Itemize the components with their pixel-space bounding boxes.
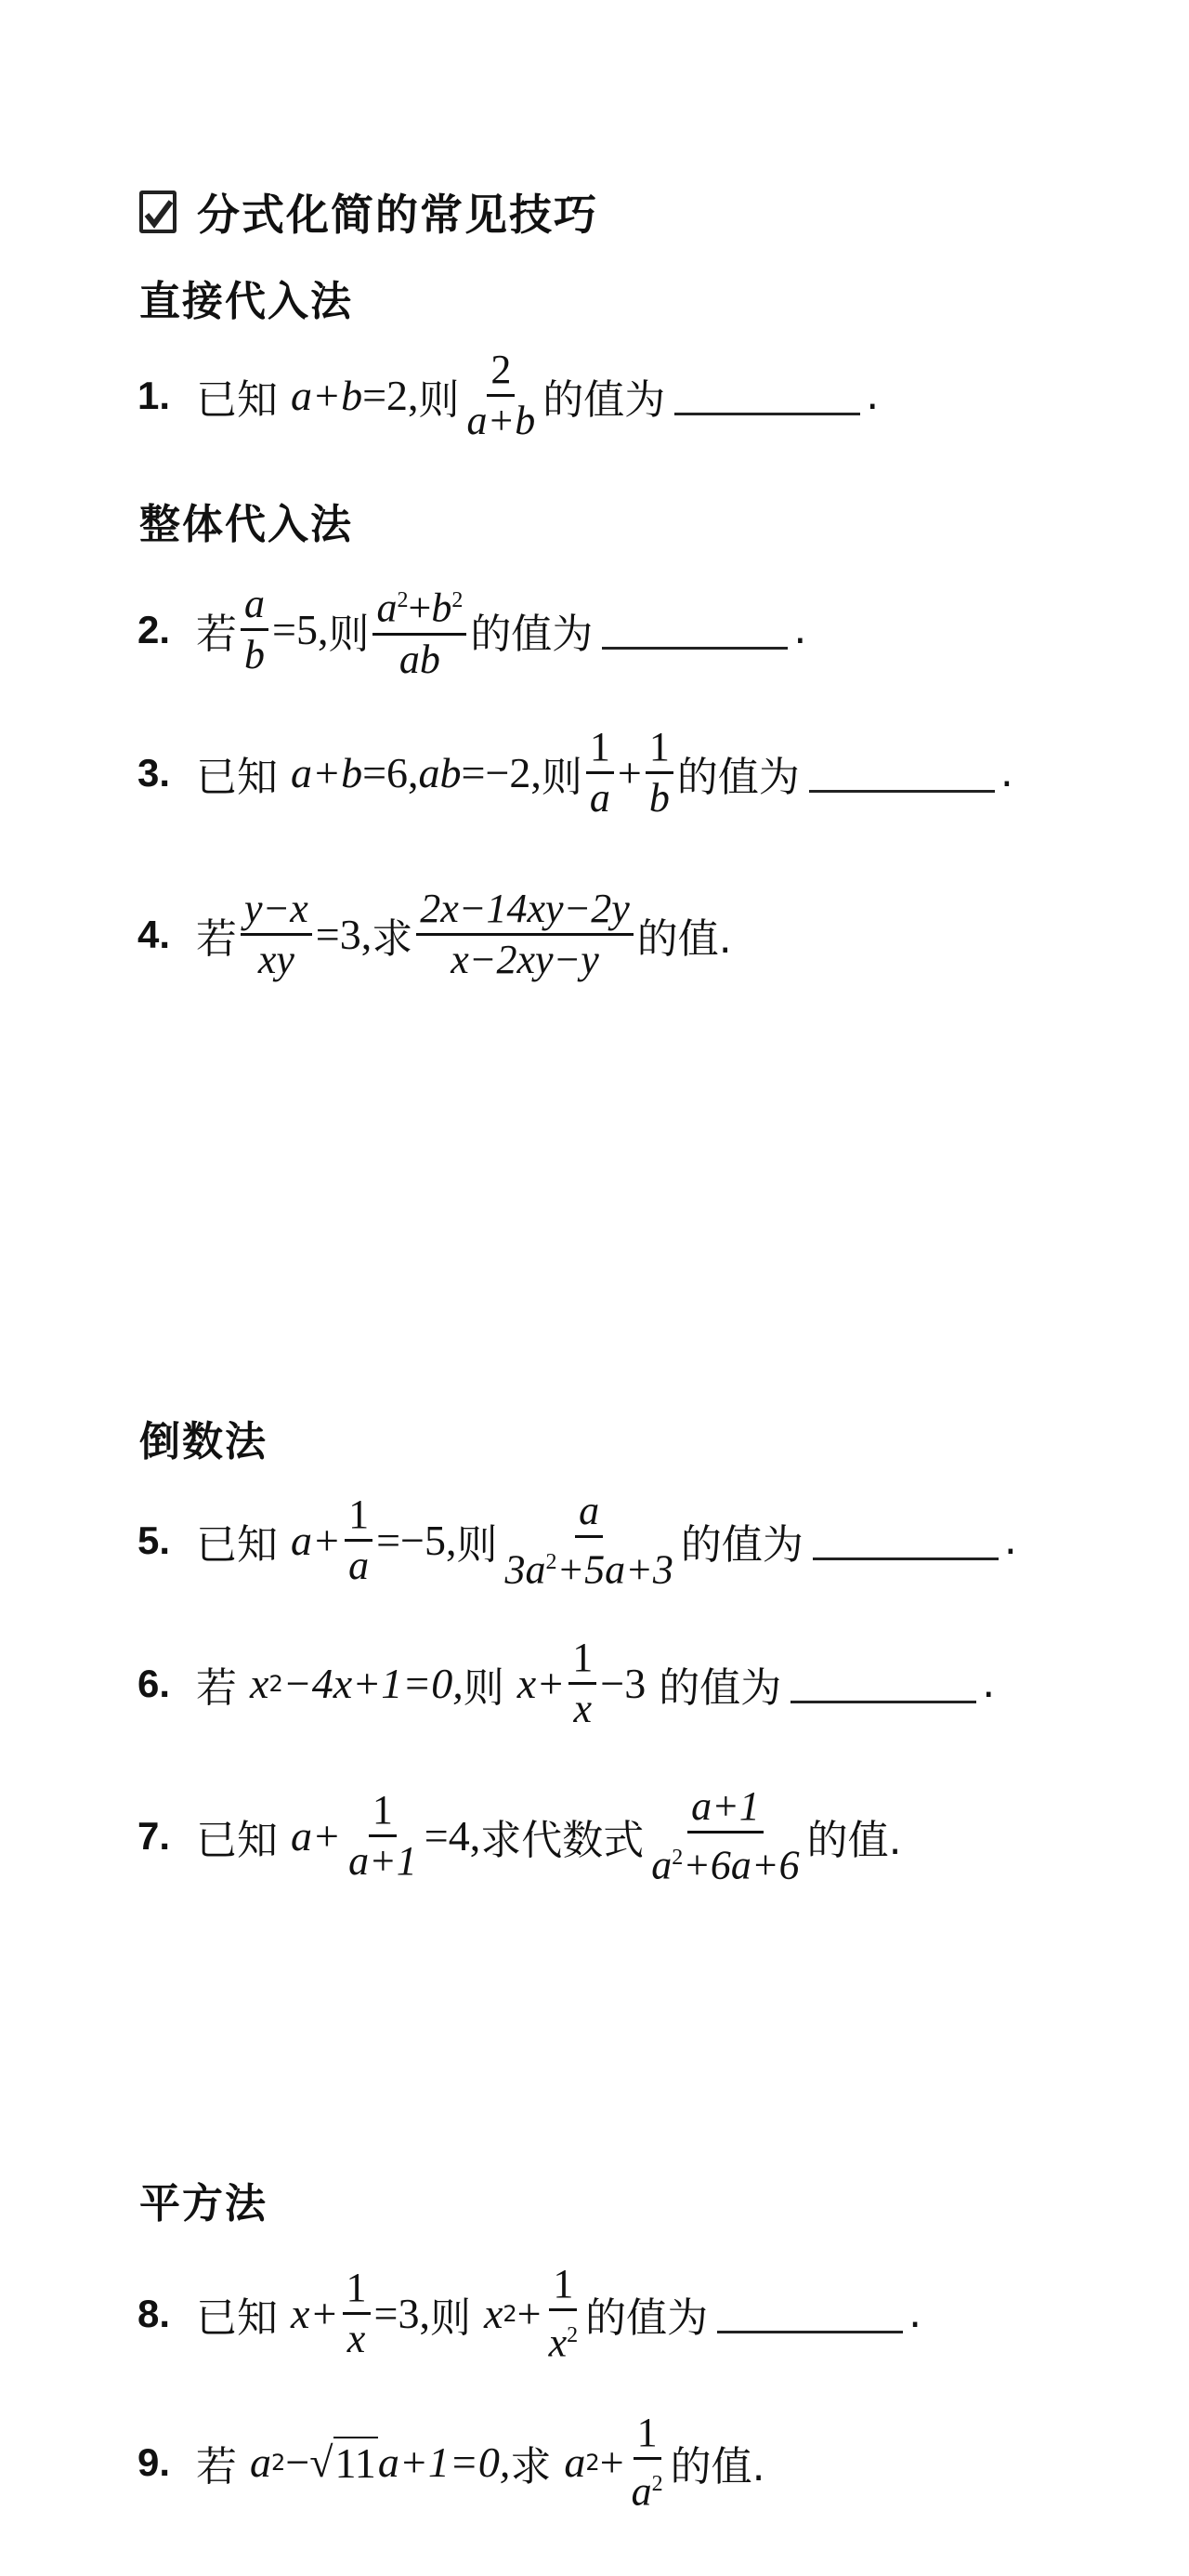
denominator: xy	[257, 937, 294, 982]
text: 的值为	[470, 610, 594, 658]
text: 求	[372, 914, 413, 963]
exponent: 2	[268, 1670, 283, 1697]
fraction	[241, 580, 268, 679]
text: 则	[456, 1520, 498, 1569]
math: +	[599, 2438, 624, 2487]
exponent: 2	[672, 1846, 684, 1870]
text: 的值为	[680, 1520, 804, 1569]
denominator	[545, 2311, 582, 2368]
math: a	[250, 2438, 272, 2487]
denominator: ab	[399, 636, 440, 682]
section-heading-square-method: 平方法	[139, 2180, 268, 2228]
fraction	[628, 2409, 667, 2517]
math: −√	[285, 2438, 333, 2487]
math: =−2,	[461, 749, 542, 796]
math: +	[617, 749, 642, 796]
denominator: a	[348, 1543, 370, 1589]
fraction	[241, 885, 312, 984]
answer-blank[interactable]	[674, 375, 860, 415]
math: x	[250, 1660, 269, 1707]
text: 若	[196, 914, 238, 963]
fraction	[647, 1782, 803, 1890]
question-5	[137, 1487, 1017, 1595]
denominator	[501, 1538, 676, 1595]
text: 则	[429, 2293, 471, 2342]
fraction	[416, 885, 634, 984]
exponent: 2	[503, 2300, 517, 2327]
question-7	[137, 1782, 902, 1890]
numerator: 1	[345, 1491, 372, 1542]
math: a	[631, 2468, 652, 2515]
section-heading-reciprocal-method: 倒数法	[139, 1418, 268, 1465]
denominator: x	[573, 1686, 593, 1731]
math: x+	[516, 1660, 566, 1707]
question-9	[137, 2409, 765, 2517]
math: x+	[291, 2290, 339, 2338]
text: .	[908, 2290, 922, 2338]
denominator: b	[648, 775, 670, 821]
fraction	[343, 2264, 371, 2363]
math: =3,	[315, 911, 372, 958]
math: =−5,	[376, 1517, 457, 1565]
denominator: b	[244, 632, 266, 678]
denominator: a+b	[466, 398, 536, 443]
denominator	[647, 1833, 803, 1890]
numerator: 1	[549, 2260, 577, 2311]
exponent: 2	[545, 1550, 557, 1574]
answer-blank[interactable]	[813, 1520, 999, 1560]
exponent: 2	[451, 588, 464, 612]
fraction	[345, 1491, 372, 1590]
math: a+1=0,	[377, 2438, 511, 2487]
text: 若	[196, 610, 238, 658]
text: 已知	[196, 1816, 279, 1864]
text: 若	[196, 1663, 238, 1712]
text: 已知	[196, 753, 279, 801]
numerator: 1	[586, 723, 614, 774]
question-number: 1.	[137, 373, 171, 417]
math: =5,	[272, 606, 329, 654]
text: 的值为	[585, 2293, 709, 2342]
numerator: y−x	[241, 885, 312, 936]
numerator: 1	[568, 1634, 596, 1685]
text: 则	[541, 753, 582, 801]
fraction	[568, 1634, 596, 1733]
text: 的值.	[636, 914, 732, 963]
fraction	[545, 2260, 582, 2368]
question-number: 8.	[137, 2291, 171, 2335]
numerator: 1	[369, 1786, 397, 1837]
question-1	[137, 346, 879, 445]
radicand: 11	[333, 2437, 378, 2488]
text: .	[793, 606, 807, 654]
math: a	[651, 1842, 673, 1888]
exponent: 2	[585, 2449, 600, 2476]
text: 已知	[196, 1520, 279, 1569]
math: =6,	[362, 749, 419, 796]
question-4	[137, 885, 732, 984]
question-8	[137, 2260, 921, 2368]
math: b	[431, 585, 452, 631]
math: +	[516, 2290, 542, 2338]
math: −3	[600, 1660, 647, 1707]
answer-blank[interactable]	[809, 753, 995, 793]
question-2	[137, 576, 806, 684]
text: .	[1000, 749, 1013, 796]
math: x	[548, 2320, 568, 2366]
question-number: 7.	[137, 1813, 171, 1858]
text: 已知	[196, 2293, 279, 2342]
text: 的值为	[676, 753, 800, 801]
denominator: x	[346, 2316, 366, 2362]
math: =4,	[424, 1812, 481, 1860]
text: 则	[418, 375, 460, 424]
math: 3a	[504, 1546, 546, 1593]
text: 已知	[196, 375, 279, 424]
math: x	[483, 2290, 503, 2338]
text: .	[866, 372, 880, 419]
text: 若	[196, 2442, 238, 2491]
exponent: 2	[397, 588, 409, 612]
answer-blank[interactable]	[790, 1663, 976, 1703]
fraction	[646, 723, 673, 822]
denominator	[628, 2460, 667, 2517]
text: 则	[463, 1663, 504, 1712]
text: 求	[510, 2442, 552, 2491]
worksheet-title	[139, 181, 598, 243]
fraction	[372, 576, 466, 684]
answer-blank[interactable]	[602, 610, 788, 650]
denominator: x−2xy−y	[451, 937, 599, 982]
question-3	[137, 723, 1013, 822]
question-6	[137, 1634, 995, 1733]
math: a+b	[291, 749, 363, 796]
text: 的值.	[670, 2442, 765, 2491]
denominator: a+1	[348, 1838, 417, 1885]
title-text: 分式化简的常见技巧	[197, 190, 598, 240]
exponent: 2	[271, 2449, 286, 2476]
fraction	[586, 723, 614, 822]
math: +6a+6	[683, 1842, 800, 1888]
checkbox-icon	[139, 191, 176, 233]
text: .	[982, 1660, 996, 1707]
question-number: 3.	[137, 750, 171, 795]
numerator: 1	[646, 723, 673, 774]
math: ab	[418, 749, 462, 796]
question-number: 9.	[137, 2439, 171, 2484]
numerator: a	[241, 580, 268, 631]
math: +	[408, 585, 432, 631]
numerator: 1	[634, 2409, 661, 2460]
denominator: a	[589, 775, 610, 821]
math: =2,	[362, 372, 419, 419]
fraction	[464, 346, 540, 445]
fraction	[345, 1786, 421, 1886]
math: a+b	[291, 372, 363, 419]
exponent: 2	[567, 2323, 579, 2347]
math: =3,	[373, 2290, 430, 2338]
text: .	[1003, 1517, 1017, 1565]
math: −4x+1=0,	[282, 1660, 464, 1707]
text: 则	[328, 610, 370, 658]
question-number: 5.	[137, 1518, 171, 1562]
text: 的值为	[659, 1663, 782, 1712]
math: a+	[291, 1517, 342, 1565]
question-number: 4.	[137, 912, 171, 956]
numerator: 2	[487, 346, 515, 397]
text: 的值.	[806, 1816, 902, 1864]
question-number: 2.	[137, 607, 171, 651]
text: 求代数式	[480, 1816, 645, 1864]
text: 的值为	[542, 375, 666, 424]
math: a+	[291, 1812, 342, 1860]
numerator: 2x−14xy−2y	[416, 885, 634, 936]
answer-blank[interactable]	[717, 2293, 903, 2333]
numerator: a	[575, 1487, 603, 1538]
question-number: 6.	[137, 1661, 171, 1705]
section-heading-direct-substitution: 直接代入法	[139, 278, 353, 325]
numerator: 1	[343, 2264, 371, 2315]
exponent: 2	[651, 2472, 663, 2496]
numerator	[372, 576, 466, 636]
numerator: a+1	[687, 1782, 764, 1833]
section-heading-whole-substitution: 整体代入法	[139, 501, 353, 548]
math: a	[564, 2438, 586, 2487]
math: +5a+3	[556, 1546, 673, 1593]
math: a	[376, 585, 398, 631]
fraction	[501, 1487, 676, 1595]
